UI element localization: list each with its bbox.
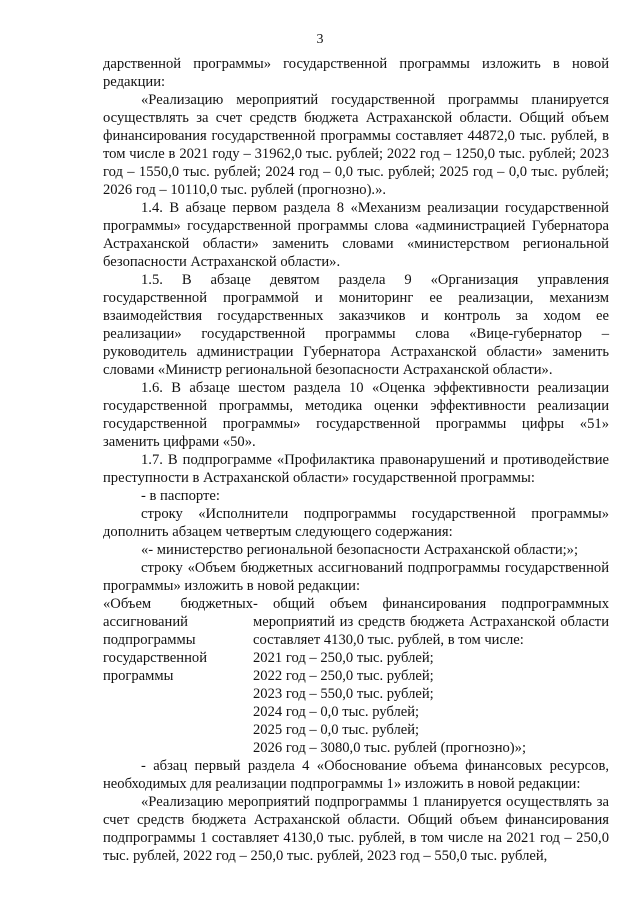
paragraph-quote-financing: «Реализацию мероприятий государственной программы планируется осуществлять за счет средств бюджета Астраханской области. Общий объем финансирования государственной программы составляет 44872,0 тыс. рублей, в том числе в 2021 году – 31962,0 тыс. рублей; 2022 год – 1250,0 тыс. рублей; 2023 год – 1550,0 тыс. рублей; 2024 год – 0,0 тыс. рублей; 2025 год – 0,0 тыс. рублей; 2026 год – 10110,0 тыс. рублей (прогнозно).». — [103, 92, 609, 198]
page-number: 3 — [316, 32, 324, 47]
paragraph-continuation: дарственной программы» государственной программы изложить в новой редакции: — [103, 56, 609, 90]
budget-year-2023: 2023 год – 550,0 тыс. рублей; — [253, 686, 434, 702]
paragraph-quote-subprogram: «Реализацию мероприятий подпрограммы 1 планируется осуществлять за счет средств бюджета Астраханской области. Общий объем финансирования подпрограммы 1 составляет 4130,0 тыс. рублей, в том числе на 2021 год – 250,0 тыс. рублей, 2022 год – 250,0 тыс. рублей, 2023 год – 550,0 тыс. рублей, — [103, 794, 609, 864]
budget-year-2026: 2026 год – 3080,0 тыс. рублей (прогнозно)»; — [253, 740, 527, 756]
budget-year-2025: 2025 год – 0,0 тыс. рублей; — [253, 722, 420, 738]
budget-year-2021: 2021 год – 250,0 тыс. рублей; — [253, 650, 434, 666]
budget-table-intro: - общий объем финансирования подпрограммных мероприятий из средств бюджета Астраханской области составляет 4130,0 тыс. рублей, в том числе: — [253, 596, 609, 648]
paragraph-1-7: 1.7. В подпрограмме «Профилактика правонарушений и противодействие преступности в Астраханской области» государственной программы: — [103, 452, 609, 486]
budget-table-left-cell: «Объем бюджетных ассигнований подпрограммы государственной программы — [103, 596, 253, 684]
budget-table — [103, 595, 609, 757]
paragraph-ministry-item: «- министерство региональной безопасности Астраханской области;»; — [141, 542, 579, 558]
document-body — [103, 55, 609, 865]
paragraph-1-4: 1.4. В абзаце первом раздела 8 «Механизм реализации государственной программы» государственной программы слова «администрацией Губернатора Астраханской области» заменить словами «министерством региональной безопасности Астраханской области». — [103, 200, 609, 270]
paragraph-1-6: 1.6. В абзаце шестом раздела 10 «Оценка эффективности реализации государственной программы, методика оценки эффективности реализации государственной программы» государственной программы цифры «51» заменить цифрами «50». — [103, 380, 609, 450]
budget-year-2022: 2022 год – 250,0 тыс. рублей; — [253, 668, 434, 684]
paragraph-1-5: 1.5. В абзаце девятом раздела 9 «Организация управления государственной программой и мониторинг ее реализации, механизм взаимодействия государственных заказчиков и контроль за ходом ее реализации» государственной программы слова «Вице-губернатор – руководитель администрации Губернатора Астраханской области» заменить словами «Министр региональной безопасности Астраханской области». — [103, 272, 609, 378]
paragraph-section-4: - абзац первый раздела 4 «Обоснование объема финансовых ресурсов, необходимых для реализации подпрограммы 1» изложить в новой редакции: — [103, 758, 609, 792]
budget-year-2024: 2024 год – 0,0 тыс. рублей; — [253, 704, 420, 720]
paragraph-budget-row: строку «Объем бюджетных ассигнований подпрограммы государственной программы» изложить в новой редакции: — [103, 560, 609, 594]
paragraph-executors-row: строку «Исполнители подпрограммы государственной программы» дополнить абзацем четвертым следующего содержания: — [103, 506, 609, 540]
budget-table-right-cell — [253, 595, 609, 757]
paragraph-passport: - в паспорте: — [141, 488, 220, 504]
